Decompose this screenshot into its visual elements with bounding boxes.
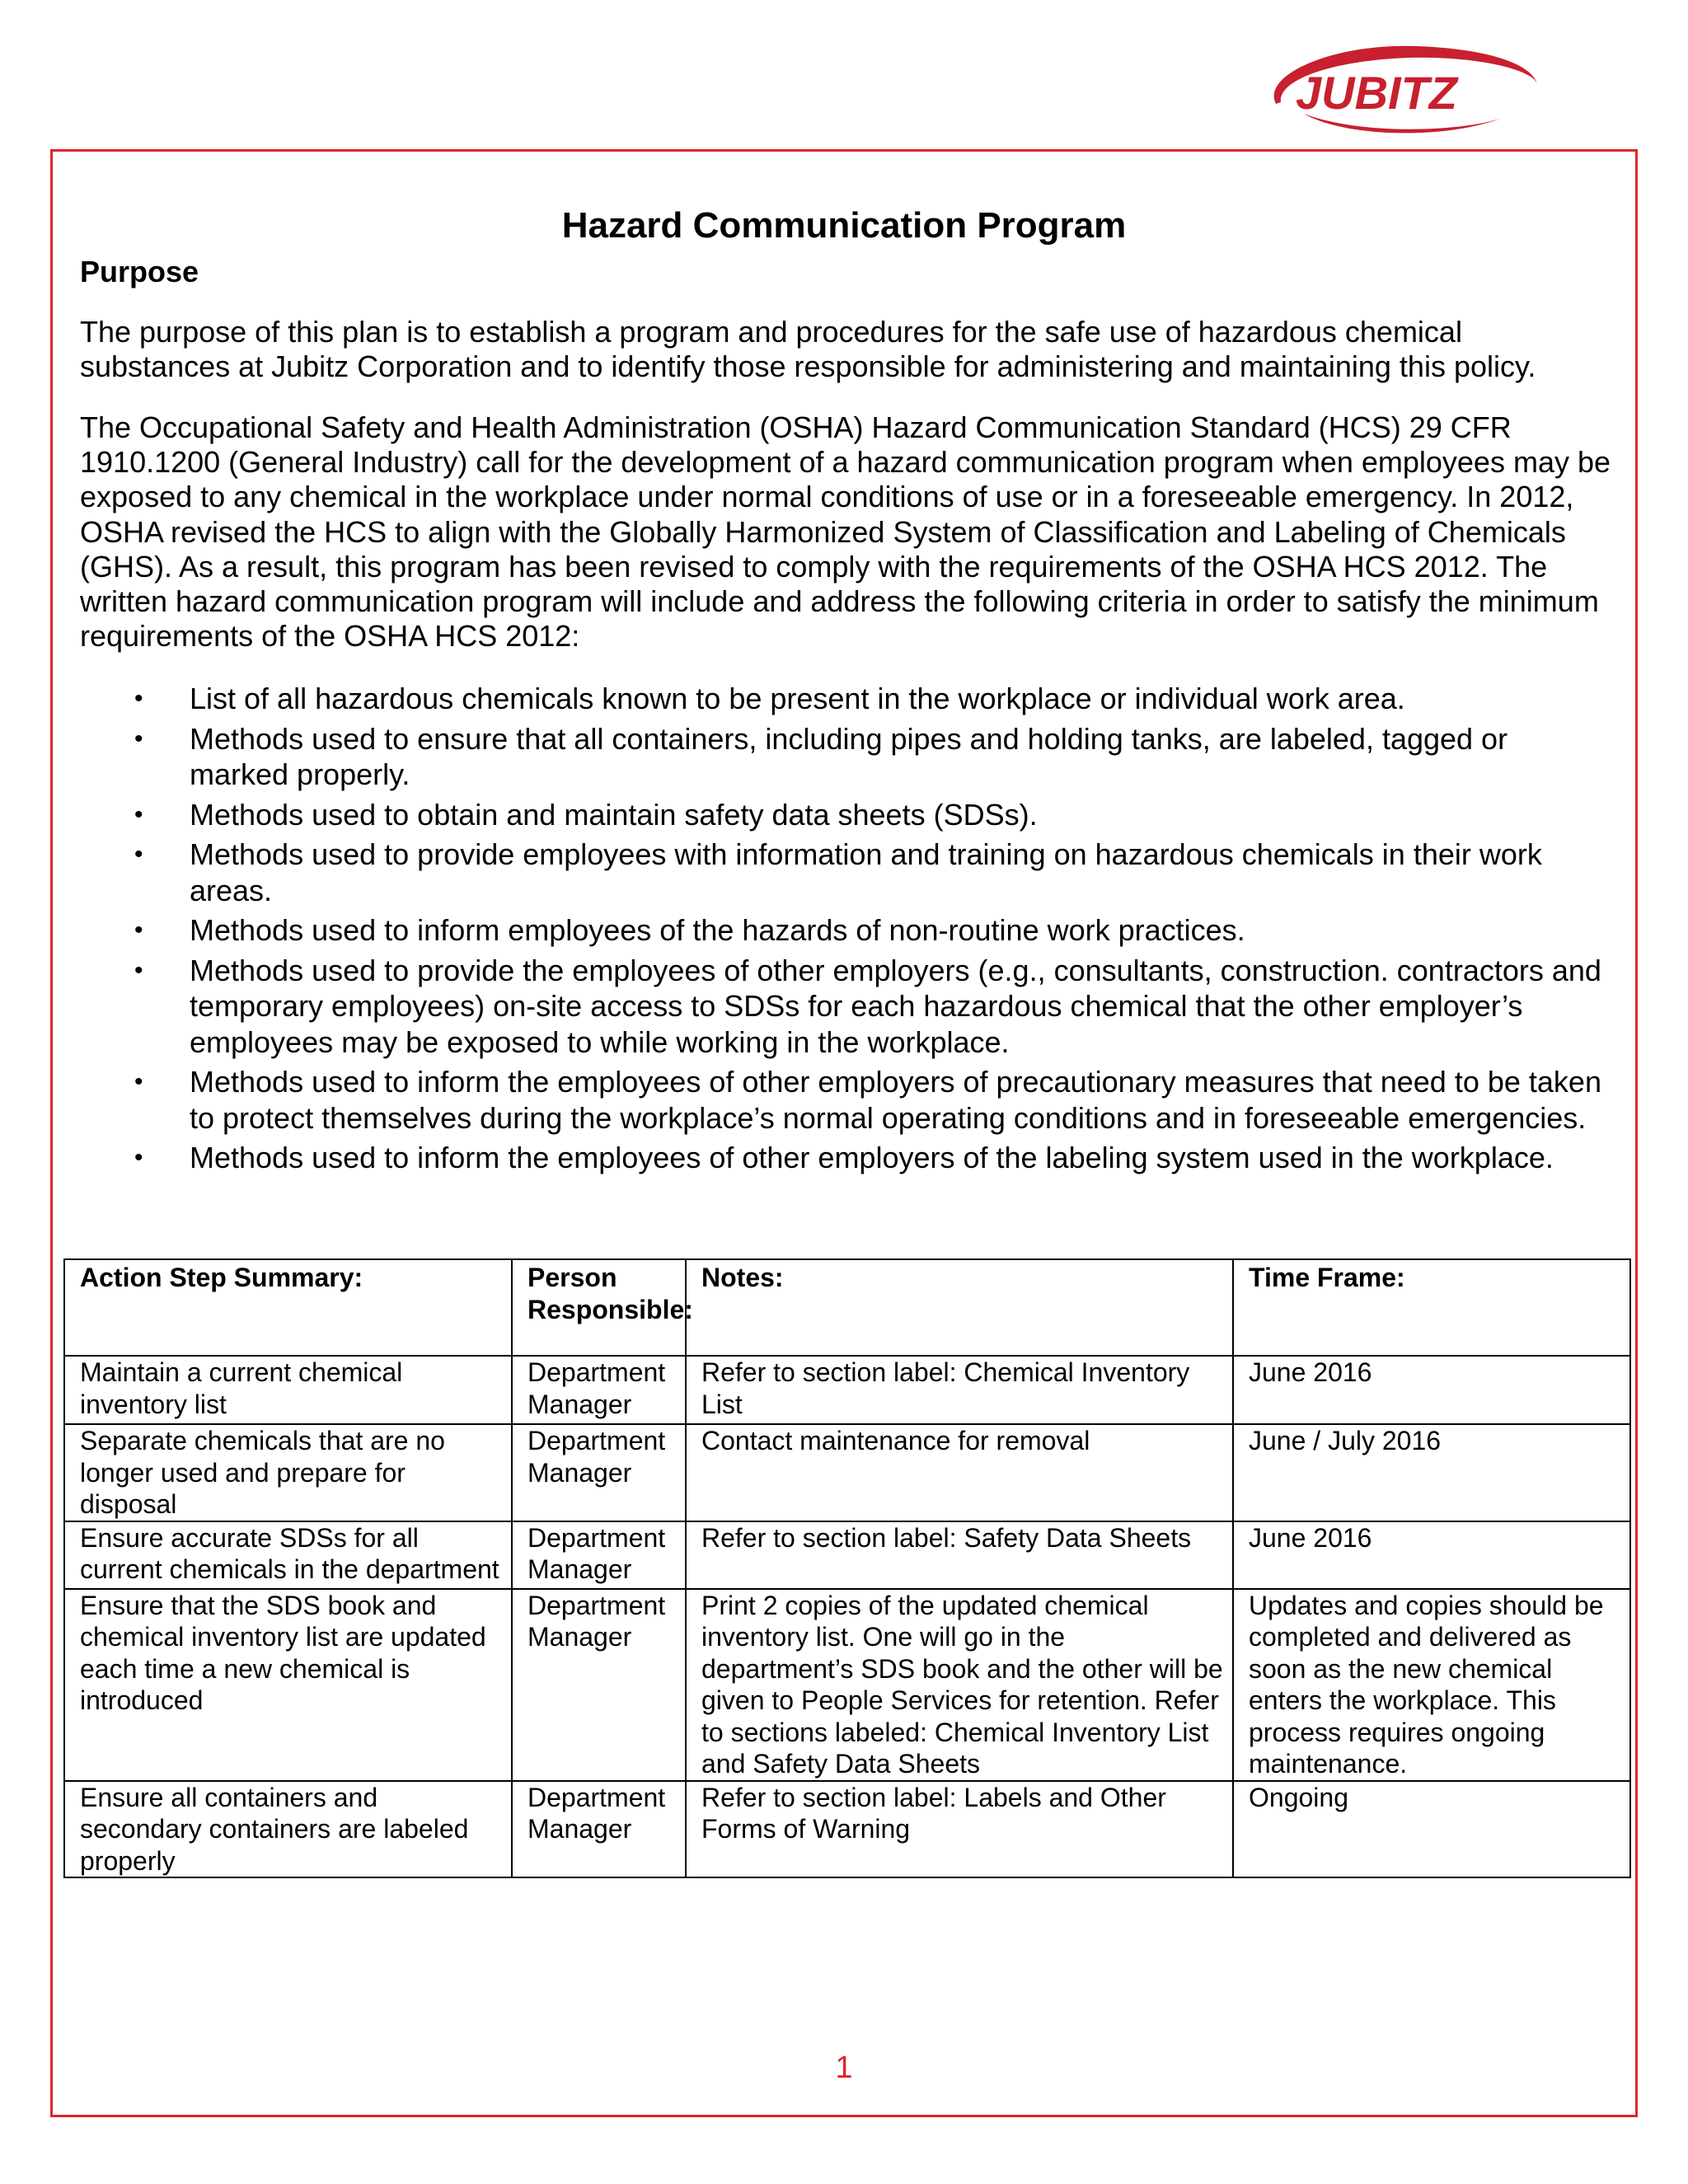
list-item-text: Methods used to inform the employees of other employers of the labeling system used in the workplace.	[190, 1141, 1554, 1174]
person-cell: Department Manager	[512, 1424, 686, 1521]
action-cell: Maintain a current chemical inventory list	[64, 1356, 512, 1424]
list-item	[80, 837, 1613, 908]
notes-cell: Refer to section label: Chemical Inventory List	[686, 1356, 1233, 1424]
bullet-icon: •	[134, 800, 143, 828]
list-item	[80, 721, 1613, 793]
list-item	[80, 953, 1613, 1061]
purpose-heading: Purpose	[80, 255, 199, 288]
table-row	[64, 1521, 1630, 1589]
person-cell: Department Manager	[512, 1781, 686, 1878]
bullet-icon: •	[134, 1144, 143, 1171]
logo-swoosh-graphic	[1253, 33, 1550, 148]
table-row	[64, 1589, 1630, 1781]
table-row	[64, 1781, 1630, 1878]
list-item	[80, 912, 1613, 949]
action-cell: Ensure that the SDS book and chemical inventory list are updated each time a new chemical is introduced	[64, 1589, 512, 1781]
page-number: 1	[835, 2050, 853, 2085]
bullet-icon: •	[134, 685, 143, 712]
action-step-table	[63, 1258, 1631, 1878]
list-item-text: Methods used to provide the employees of other employers (e.g., consultants, construction. contractors and temporary employees) on-site access to SDSs for each hazardous chemical that the other employer’s employees may be exposed to while working in the workplace.	[190, 953, 1601, 1059]
action-cell: Ensure all containers and secondary containers are labeled properly	[64, 1781, 512, 1878]
time-cell: June 2016	[1233, 1521, 1630, 1589]
table-row	[64, 1356, 1630, 1424]
time-cell: June 2016	[1233, 1356, 1630, 1424]
header-person-responsible: Person Responsible:	[512, 1259, 686, 1356]
notes-cell: Refer to section label: Labels and Other Forms of Warning	[686, 1781, 1233, 1878]
person-cell: Department Manager	[512, 1521, 686, 1589]
action-cell: Ensure accurate SDSs for all current chemicals in the department	[64, 1521, 512, 1589]
list-item-text: Methods used to provide employees with information and training on hazardous chemicals in their work areas.	[190, 837, 1542, 907]
person-cell: Department Manager	[512, 1356, 686, 1424]
action-cell: Separate chemicals that are no longer used and prepare for disposal	[64, 1424, 512, 1521]
list-item-text: Methods used to inform employees of the hazards of non-routine work practices.	[190, 913, 1245, 947]
list-item	[80, 797, 1613, 833]
list-item-text: List of all hazardous chemicals known to be present in the workplace or individual work area.	[190, 682, 1405, 715]
list-item	[80, 1064, 1613, 1136]
table-header-row	[64, 1259, 1630, 1356]
list-item	[80, 681, 1613, 717]
osha-paragraph: The Occupational Safety and Health Administration (OSHA) Hazard Communication Standard (HCS) 29 CFR 1910.1200 (General Industry) call for the development of a hazard communication program when employees may be exposed to any chemical in the workplace under normal conditions of use or in a foreseeable emergency. In 2012, OSHA revised the HCS to align with the Globally Harmonized System of Classification and Labeling of Chemicals (GHS). As a result, this program has been revised to comply with the requirements of the OSHA HCS 2012. The written hazard communication program will include and address the following criteria in order to satisfy the minimum requirements of the OSHA HCS 2012:	[80, 410, 1611, 654]
criteria-list	[80, 681, 1613, 1180]
list-item-text: Methods used to obtain and maintain safety data sheets (SDSs).	[190, 797, 1038, 832]
document-title: Hazard Communication Program	[561, 205, 1127, 246]
time-cell: Ongoing	[1233, 1781, 1630, 1878]
list-item-text: Methods used to ensure that all containers, including pipes and holding tanks, are labeled, tagged or marked properly.	[190, 721, 1508, 791]
header-action-step: Action Step Summary:	[64, 1259, 512, 1356]
list-item-text: Methods used to inform the employees of other employers of precautionary measures that need to be taken to protect themselves during the workplace’s normal operating conditions and in foreseeable emergencies.	[190, 1065, 1601, 1135]
person-cell: Department Manager	[512, 1589, 686, 1781]
purpose-paragraph: The purpose of this plan is to establish a program and procedures for the safe use of hazardous chemical substances at Jubitz Corporation and to identify those responsible for administering and maintaining this policy.	[80, 315, 1536, 384]
bullet-icon: •	[134, 916, 143, 944]
jubitz-logo	[1253, 33, 1550, 148]
bullet-icon: •	[134, 956, 143, 984]
bullet-icon: •	[134, 724, 143, 752]
logo-wordmark: JUBITZ	[1296, 67, 1457, 119]
notes-cell: Refer to section label: Safety Data Sheets	[686, 1521, 1233, 1589]
bullet-icon: •	[134, 841, 143, 868]
time-cell: June / July 2016	[1233, 1424, 1630, 1521]
header-notes: Notes:	[686, 1259, 1233, 1356]
notes-cell: Contact maintenance for removal	[686, 1424, 1233, 1521]
header-time-frame: Time Frame:	[1233, 1259, 1630, 1356]
table-row	[64, 1424, 1630, 1521]
list-item	[80, 1140, 1613, 1176]
bullet-icon: •	[134, 1068, 143, 1095]
time-cell: Updates and copies should be completed and delivered as soon as the new chemical enters the workplace. This process requires ongoing maintenance.	[1233, 1589, 1630, 1781]
notes-cell: Print 2 copies of the updated chemical inventory list. One will go in the department’s SDS book and the other will be given to People Services for retention. Refer to sections labeled: Chemical Inventory List and Safety Data Sheets	[686, 1589, 1233, 1781]
